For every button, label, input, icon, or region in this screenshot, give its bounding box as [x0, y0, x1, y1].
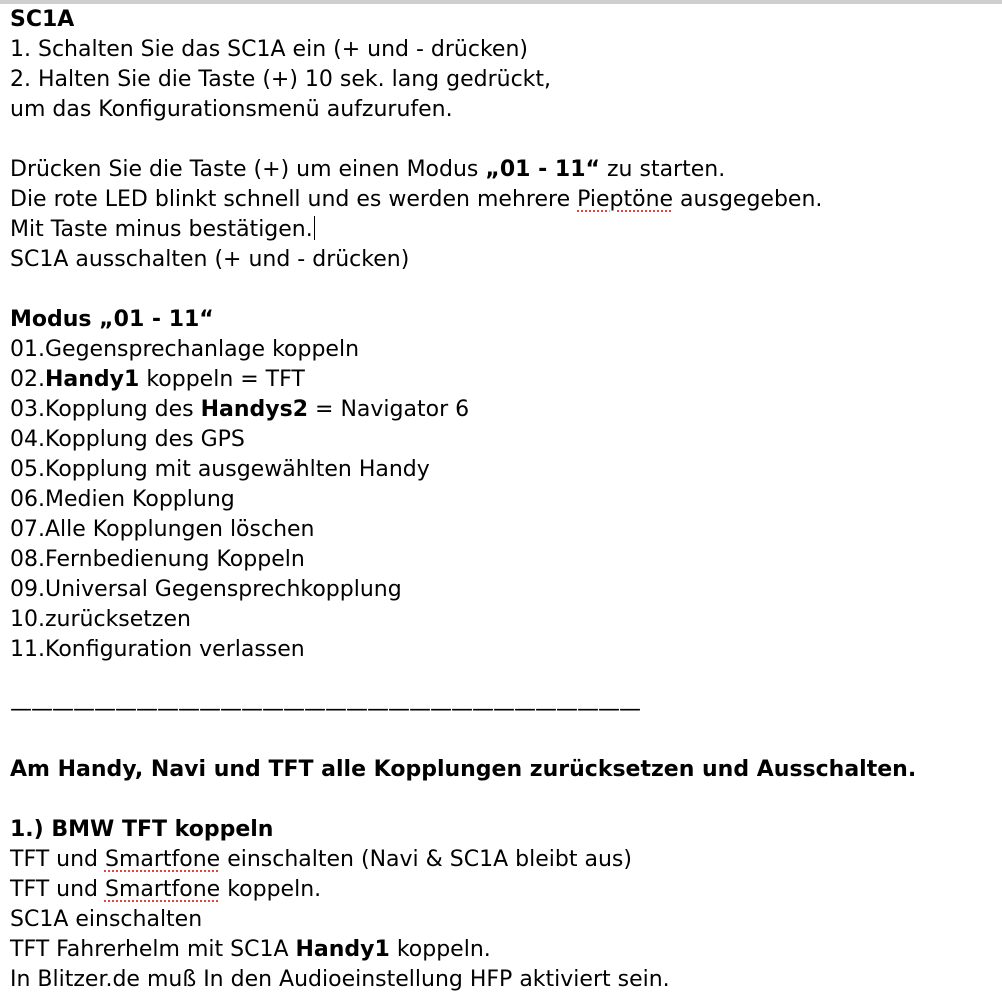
- s1-l1-prefix: TFT und: [10, 847, 105, 872]
- press-instruction: [10, 155, 1000, 185]
- mode-item-04: 04.Kopplung des GPS: [10, 427, 245, 452]
- mode-item-02: [10, 365, 1000, 395]
- s1-l4-bold: Handy1: [295, 937, 390, 962]
- blank-line: [10, 725, 1000, 755]
- press-suffix: zu starten.: [600, 157, 726, 182]
- misspelled-word-smartfone: Smartfone: [104, 877, 221, 902]
- section-1-heading: 1.) BMW TFT koppeln: [10, 817, 274, 842]
- blank-line: [10, 665, 1000, 695]
- blank-line: [10, 785, 1000, 815]
- modes-heading: Modus „01 - 11“: [10, 307, 214, 332]
- mode-item-03: [10, 395, 1000, 425]
- separator-line: ——————————————————————————————: [10, 697, 640, 722]
- confirm-instruction: [10, 215, 1000, 245]
- section-1-line-2: [10, 875, 1000, 905]
- section-1-line-4: [10, 935, 1000, 965]
- mode-item-06: 06.Medien Kopplung: [10, 487, 235, 512]
- press-mode-range: „01 - 11“: [485, 157, 600, 182]
- document-title: SC1A: [10, 7, 75, 32]
- mode-item-07: 07.Alle Kopplungen löschen: [10, 517, 315, 542]
- mode-03-suffix: = Navigator 6: [308, 397, 470, 422]
- mode-item-11: 11.Konfiguration verlassen: [10, 637, 305, 662]
- press-prefix: Drücken Sie die Taste (+) um einen Modus: [10, 157, 486, 182]
- section-1-line-5: In Blitzer.de muß In den Audioeinstellung HFP aktiviert sein.: [10, 967, 670, 992]
- section-1-line-3: SC1A einschalten: [10, 907, 203, 932]
- mode-item-08: 08.Fernbedienung Koppeln: [10, 547, 305, 572]
- blank-line: [10, 125, 1000, 155]
- mode-03-bold: Handys2: [200, 397, 309, 422]
- mode-03-prefix: 03.Kopplung des: [10, 397, 201, 422]
- mode-item-05: 05.Kopplung mit ausgewählten Handy: [10, 457, 430, 482]
- mode-02-suffix: koppeln = TFT: [139, 367, 305, 392]
- switch-off-instruction: SC1A ausschalten (+ und - drücken): [10, 247, 410, 272]
- led-prefix: Die rote LED blinkt schnell und es werden mehrere: [10, 187, 578, 212]
- led-suffix: ausgegeben.: [673, 187, 823, 212]
- document-body[interactable]: [10, 5, 1000, 995]
- s1-l2-prefix: TFT und: [10, 877, 105, 902]
- misspelled-word-smartfone: Smartfone: [104, 847, 221, 872]
- mode-item-09: 09.Universal Gegensprechkopplung: [10, 577, 402, 602]
- reset-heading: Am Handy, Navi und TFT alle Kopplungen zurücksetzen und Ausschalten.: [10, 757, 917, 782]
- s1-l4-suffix: koppeln.: [389, 937, 491, 962]
- confirm-text: Mit Taste minus bestätigen.: [10, 217, 313, 242]
- intro-step-2: 2. Halten Sie die Taste (+) 10 sek. lang gedrückt,: [10, 67, 552, 92]
- s1-l2-suffix: koppeln.: [220, 877, 322, 902]
- mode-02-prefix: 02.: [10, 367, 45, 392]
- mode-item-01: 01.Gegensprechanlage koppeln: [10, 337, 360, 362]
- intro-step-1: 1. Schalten Sie das SC1A ein (+ und - drücken): [10, 37, 528, 62]
- s1-l4-prefix: TFT Fahrerhelm mit SC1A: [10, 937, 296, 962]
- window-top-border: [0, 0, 1002, 4]
- mode-02-bold: Handy1: [45, 367, 140, 392]
- blank-line: [10, 275, 1000, 305]
- led-instruction: [10, 185, 1000, 215]
- misspelled-word-pieptoene: Pieptöne: [577, 187, 674, 212]
- intro-step-2-continued: um das Konfigurationsmenü aufzurufen.: [10, 97, 453, 122]
- text-cursor: [314, 216, 315, 240]
- s1-l1-suffix: einschalten (Navi & SC1A bleibt aus): [220, 847, 632, 872]
- section-1-line-1: [10, 845, 1000, 875]
- mode-item-10: 10.zurücksetzen: [10, 607, 191, 632]
